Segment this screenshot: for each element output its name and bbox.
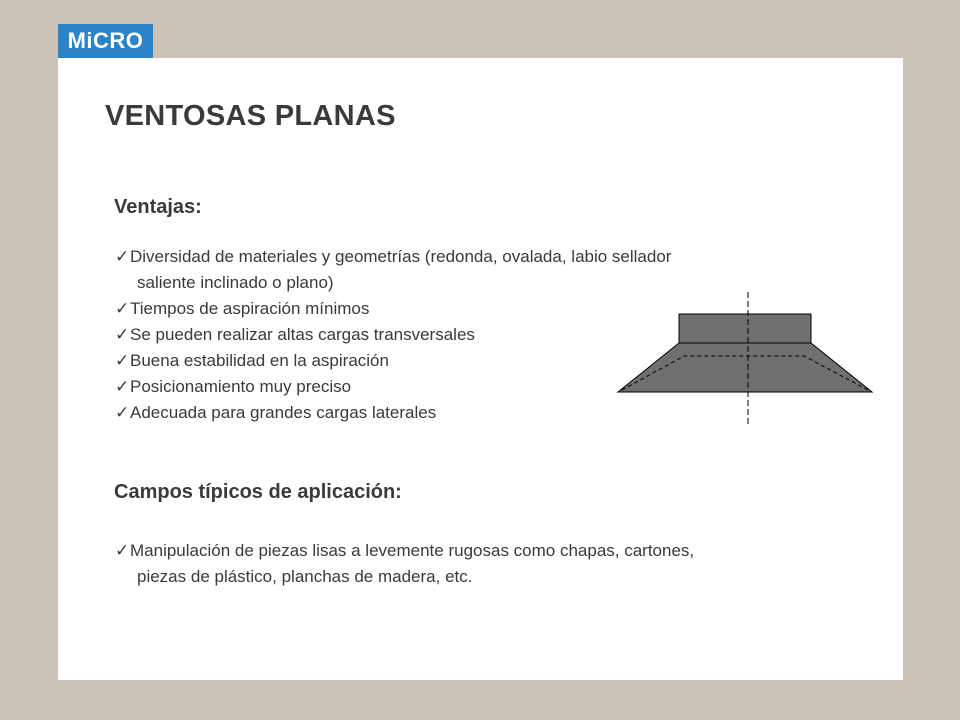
campo-item-1-text: Manipulación de piezas lisas a levemente rugosas como chapas, cartones, — [130, 541, 695, 560]
campos-heading: Campos típicos de aplicación: — [114, 481, 402, 503]
slide-title: VENTOSAS PLANAS — [105, 100, 396, 132]
checkmark-icon: ✓ — [115, 541, 130, 560]
checkmark-icon: ✓ — [115, 299, 130, 318]
ventaja-item-5 — [115, 377, 351, 397]
suction-cup-stem — [679, 314, 811, 343]
ventaja-item-6-text: Adecuada para grandes cargas laterales — [130, 403, 437, 422]
suction-cup-lip — [618, 343, 872, 392]
checkmark-icon: ✓ — [115, 351, 130, 370]
ventaja-item-2 — [115, 299, 369, 319]
checkmark-icon: ✓ — [115, 325, 130, 344]
ventaja-item-3 — [115, 325, 475, 345]
ventaja-item-5-text: Posicionamiento muy preciso — [130, 377, 352, 396]
campo-item-1 — [115, 541, 694, 561]
checkmark-icon: ✓ — [115, 377, 130, 396]
ventaja-item-2-text: Tiempos de aspiración mínimos — [130, 299, 370, 318]
checkmark-icon: ✓ — [115, 247, 130, 266]
micro-logo: MiCRO — [58, 24, 153, 58]
ventaja-item-6 — [115, 403, 436, 423]
ventaja-item-4 — [115, 351, 389, 371]
ventajas-heading: Ventajas: — [114, 196, 202, 218]
ventaja-item-1 — [115, 247, 671, 267]
checkmark-icon: ✓ — [115, 403, 130, 422]
ventaja-item-1-text: Diversidad de materiales y geometrías (redonda, ovalada, labio sellador — [130, 247, 672, 266]
ventaja-item-3-text: Se pueden realizar altas cargas transversales — [130, 325, 475, 344]
flat-suction-cup-diagram — [612, 290, 878, 426]
campo-item-1-continuation: piezas de plástico, planchas de madera, etc. — [137, 567, 473, 586]
ventaja-item-4-text: Buena estabilidad en la aspiración — [130, 351, 389, 370]
ventaja-item-1-continuation: saliente inclinado o plano) — [137, 273, 334, 292]
